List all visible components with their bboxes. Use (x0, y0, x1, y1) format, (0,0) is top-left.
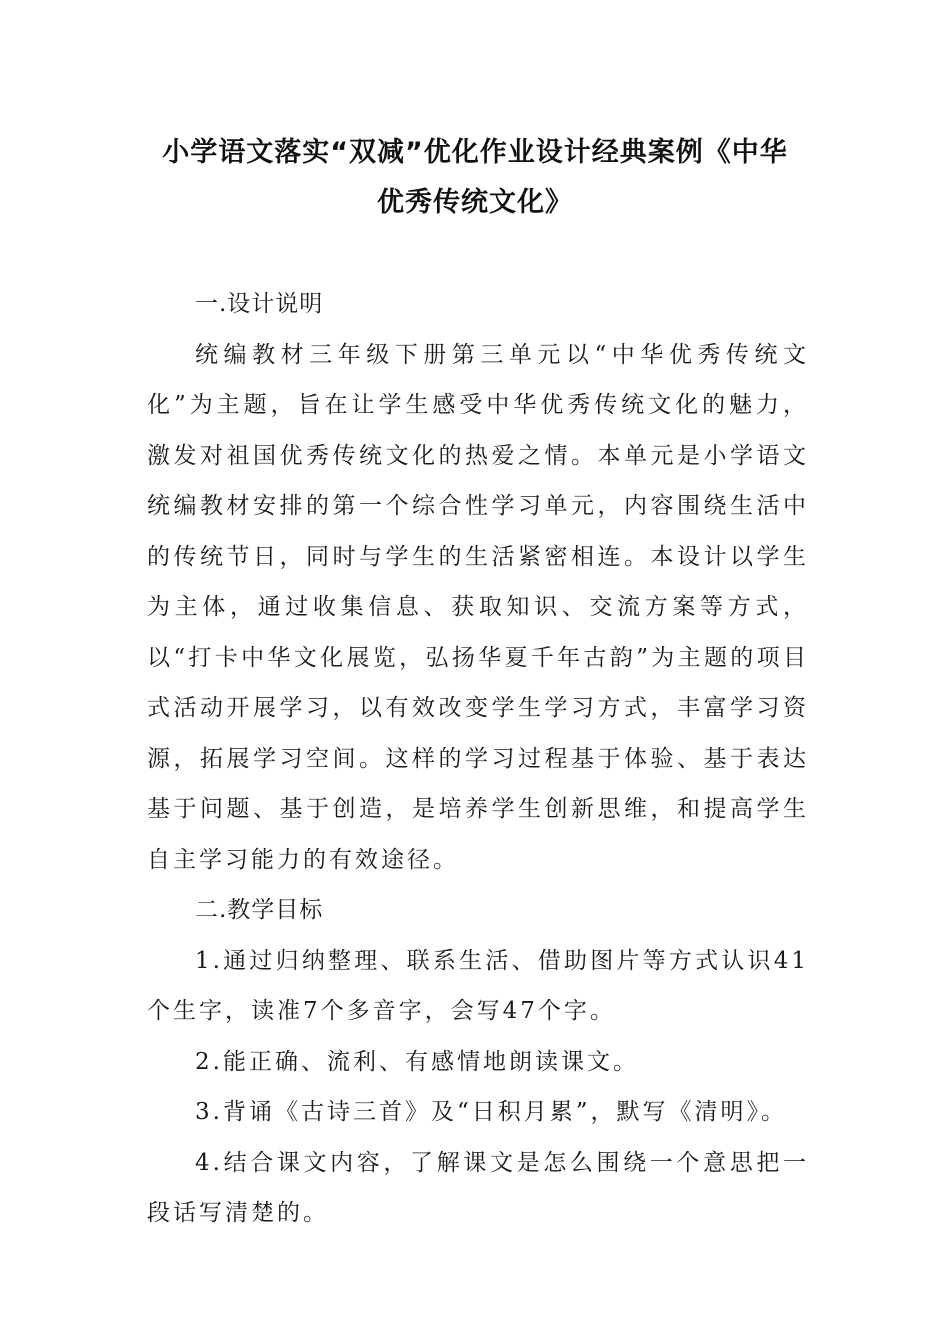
goal-item-1: 1.通过归纳整理、联系生活、借助图片等方式认识41个生字，读准7个多音字，会写47个字。 (147, 947, 809, 1024)
document-title (140, 128, 810, 228)
section-heading-goals: 二.教学目标 (195, 897, 324, 923)
document-body (147, 279, 809, 1239)
goal-item-4: 4.结合课文内容，了解课文是怎么围绕一个意思把一段话写清楚的。 (147, 1149, 809, 1226)
section-heading-design: 一.设计说明 (195, 291, 324, 317)
goal-item-2: 2.能正确、流利、有感情地朗读课文。 (195, 1048, 639, 1075)
title-line-1: 小学语文落实“双减”优化作业设计经典案例《中华 (162, 137, 788, 168)
paragraph-design-description: 统编教材三年级下册第三单元以“中华优秀传统文化”为主题，旨在让学生感受中华优秀传统文化的魅力，激发对祖国优秀传统文化的热爱之情。本单元是小学语文统编教材安排的第一个综合性学习单元，内容围绕生活中的传统节日，同时与学生的生活紧密相连。本设计以学生为主体，通过收集信息、获取知识、交流方案等方式，以“打卡中华文化展览，弘扬华夏千年古韵”为主题的项目式活动开展学习，以有效改变学生学习方式，丰富学习资源，拓展学习空间。这样的学习过程基于体验、基于表达基于问题、基于创造，是培养学生创新思维，和提高学生自主学习能力的有效途径。 (147, 341, 809, 873)
goal-item-3: 3.背诵《古诗三首》及“日积月累”，默写《清明》。 (195, 1099, 787, 1125)
title-line-2: 优秀传统文化》 (377, 187, 573, 218)
